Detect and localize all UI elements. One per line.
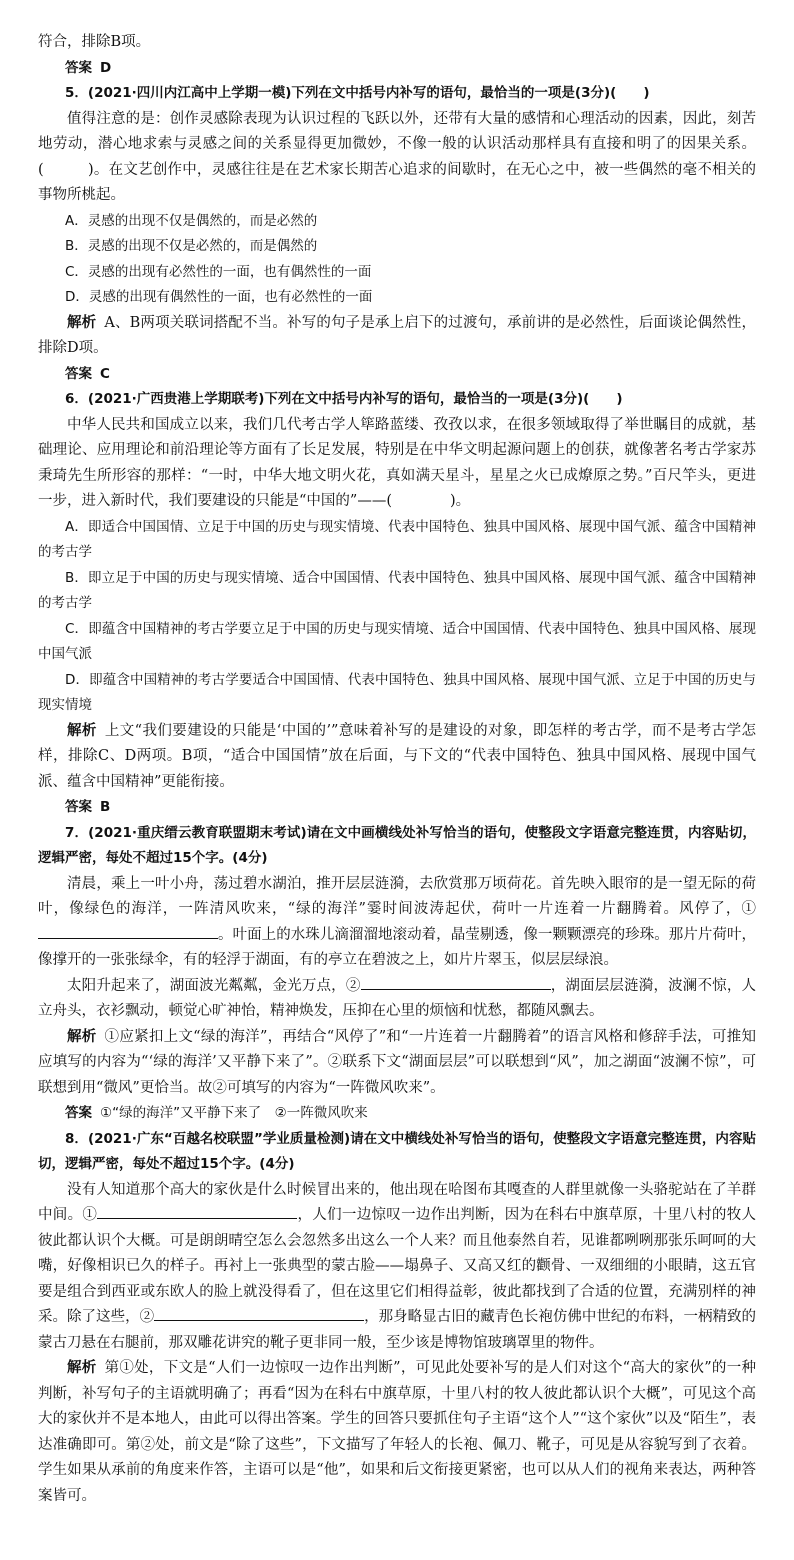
top-answer xyxy=(38,56,756,82)
q6-analysis-text: 上文“我们要建设的只能是‘中国的’”意味着补写的是建设的对象，即怎样的考古学，而不是考古学怎样，排除C、D两项。B项，“适合中国国情”放在后面，与下文的“代表中国特色、独具中国风格、展现中国气派、蕴含中国精神”更能衔接。 xyxy=(38,722,756,790)
answer-label: 答案 xyxy=(65,365,92,382)
answer-value: B xyxy=(100,799,111,815)
q8-text-c: ，那身略显古旧的藏青色长袍仿佛中世纪的布料，一柄精致的蒙古刀悬在右腿前，那双雕花讲究的靴子更非同一般，至少该是博物馆玻璃罩里的物件。 xyxy=(38,1309,757,1351)
q5-stem: 5．(2021·四川内江高中上学期一模)下列在文中括号内补写的语句，最恰当的一项是(3分)( ) xyxy=(65,85,650,101)
q8-text-a: 没有人知道那个高大的家伙是什么时候冒出来的，他出现在哈图布其嘎查的人群里就像一头骆驼站在了羊群中间。① xyxy=(38,1181,756,1223)
q7-text-2b: ，湖面层层涟漪，波澜不惊，人立舟头，衣衫飘动，顿觉心旷神怡，精神焕发，压抑在心里的烦恼和忧愁，都随风飘去。 xyxy=(38,977,757,1019)
q8-text-b: ，人们一边惊叹一边作出判断，因为在科右中旗草原，十里八村的牧人彼此都认识个大概。可是朗朗晴空怎么会忽然多出这么一个人来？而且他泰然自若，见谁都咧咧那张乐呵呵的大嘴，好像相识已久的样子。再衬上一张典型的蒙古脸——塌鼻子、又高又红的颧骨、一双细细的小眼睛，这五官要是组合到西亚或东欧人的脸上就没得看了，但在这里它们相得益彰，彼此都找到了合适的位置，充满别样的神采。除了这些，② xyxy=(38,1207,757,1325)
q6-analysis xyxy=(38,719,756,796)
q8-stem: 8．(2021·广东“百越名校联盟”学业质量检测)请在文中横线处补写恰当的语句，使整段文字语意完整连贯，内容贴切，逻辑严密，每处不超过15个字。(4分) xyxy=(38,1130,756,1172)
q6-option-d: D．即蕴含中国精神的考古学要适合中国国情、代表中国特色、独具中国风格、展现中国气派、立足于中国的历史与现实情境 xyxy=(38,671,756,713)
document-page xyxy=(38,30,756,1509)
q6-option-a: A．即适合中国国情、立足于中国的历史与现实情境、代表中国特色、独具中国风格、展现中国气派、蕴含中国精神的考古学 xyxy=(38,518,756,560)
analysis-label: 解析 xyxy=(67,314,97,331)
q7-stem: 7．(2021·重庆缙云教育联盟期末考试)请在文中画横线处补写恰当的语句，使整段文字语意完整连贯，内容贴切，逻辑严密，每处不超过15个字。(4分) xyxy=(38,824,756,866)
fill-blank-2[interactable] xyxy=(361,975,551,990)
fill-blank-1[interactable] xyxy=(97,1204,297,1219)
q5-option-c: C．灵感的出现有必然性的一面，也有偶然性的一面 xyxy=(65,263,372,280)
q5-option-d: D．灵感的出现有偶然性的一面，也有必然性的一面 xyxy=(65,289,373,305)
fill-blank-2[interactable] xyxy=(154,1306,364,1321)
answer-value: ①“绿的海洋”又平静下来了 ②一阵微风吹来 xyxy=(100,1105,368,1121)
answer-label: 答案 xyxy=(65,59,92,76)
q7-passage-1 xyxy=(38,872,756,974)
top-text: 符合，排除B项。 xyxy=(38,34,151,50)
q6-passage: 中华人民共和国成立以来，我们几代考古学人筚路蓝缕、孜孜以求，在很多领域取得了举世瞩目的成就，基础理论、应用理论和前沿理论等方面有了长足发展，特别是在中华文明起源问题上的创获，就像著名考古学家苏秉琦先生所形容的那样：“一时，中华大地文明火花，真如满天星斗，星星之火已成燎原之势。”百尺竿头，更进一步，进入新时代，我们要建设的只能是“中国的”——( )。 xyxy=(38,416,756,509)
q5-option-b: B．灵感的出现不仅是必然的，而是偶然的 xyxy=(65,238,318,254)
q5-analysis xyxy=(38,311,756,362)
fill-blank-1[interactable] xyxy=(38,924,218,939)
answer-value: D xyxy=(100,59,112,76)
answer-value: C xyxy=(100,365,110,382)
q8-analysis xyxy=(38,1356,756,1509)
answer-label: 答案 xyxy=(65,799,92,815)
analysis-label: 解析 xyxy=(67,1360,97,1376)
q7-text-1b: 。叶面上的水珠儿滴溜溜地滚动着，晶莹剔透，像一颗颗漂亮的珍珠。那片片荷叶，像撑开的一张张绿伞，有的轻浮于湖面，有的亭立在碧波之上，如片片翠玉，似层层绿浪。 xyxy=(38,926,756,968)
q7-text-1a: 清晨，乘上一叶小舟，荡过碧水湖泊，推开层层涟漪，去欣赏那万顷荷花。首先映入眼帘的是一望无际的荷叶，像绿色的海洋，一阵清风吹来，“绿的海洋”霎时间波涛起伏，荷叶一片连着一片翻腾着。风停了，① xyxy=(38,875,756,917)
analysis-label: 解析 xyxy=(67,1028,97,1045)
q6-answer xyxy=(38,795,756,821)
q5-passage: 值得注意的是：创作灵感除表现为认识过程的飞跃以外，还带有大量的感情和心理活动的因素，因此，刻苦地劳动，潜心地求索与灵感之间的关系显得更加微妙，不像一般的认识活动那样具有直接和明了的因果关系。( )。在文艺创作中，灵感往往是在艺术家长期苦心追求的间歇时，在无心之中，被一些偶然的毫不相关的事物所桃起。 xyxy=(38,110,756,203)
q7-analysis-text: ①应紧扣上文“绿的海洋”，再结合“风停了”和“一片连着一片翻腾着”的语言风格和修辞手法，可推知应填写的内容为“‘绿的海洋’又平静下来了”。②联系下文“湖面层层”可以联想到“风”，加之湖面“波澜不惊”，可联想到用“微风”更恰当。故②可填写的内容为“一阵微风吹来”。 xyxy=(38,1028,756,1096)
answer-label: 答案 xyxy=(65,1105,92,1121)
q7-analysis xyxy=(38,1025,756,1102)
q5-option-a: A．灵感的出现不仅是偶然的，而是必然的 xyxy=(65,212,318,229)
q7-text-2a: 太阳升起来了，湖面波光粼粼，金光万点，② xyxy=(67,977,361,994)
analysis-label: 解析 xyxy=(67,722,97,739)
q7-answer xyxy=(38,1101,756,1127)
q6-option-c: C．即蕴含中国精神的考古学要立足于中国的历史与现实情境、适合中国国情、代表中国特色、独具中国风格、展现中国气派 xyxy=(38,620,756,662)
q5-analysis-text: A、B两项关联词搭配不当。补写的句子是承上启下的过渡句，承前讲的是必然性，后面谈论偶然性，排除D项。 xyxy=(38,314,757,356)
q7-passage-2 xyxy=(38,974,756,1025)
q6-stem: 6．(2021·广西贵港上学期联考)下列在文中括号内补写的语句，最恰当的一项是(3分)( ) xyxy=(65,391,623,407)
q8-analysis-text: 第①处，下文是“人们一边惊叹一边作出判断”，可见此处要补写的是人们对这个“高大的家伙”的一种判断，补写句子的主语就明确了；再看“因为在科右中旗草原，十里八村的牧人彼此都认识个大概”，可见这个高大的家伙并不是本地人，由此可以得出答案。学生的回答只要抓住句子主语“这个人”“这个家伙”以及“陌生”，表达准确即可。第②处，前文是“除了这些”，下文描写了年轻人的长袍、佩刀、靴子，可见是从容貌写到了衣着。学生如果从承前的角度来作答，主语可以是“他”，如果和后文衔接更紧密，也可以从人们的视角来表达，两种答案皆可。 xyxy=(38,1360,757,1504)
q8-passage xyxy=(38,1178,756,1357)
q6-option-b: B．即立足于中国的历史与现实情境、适合中国国情、代表中国特色、独具中国风格、展现中国气派、蕴含中国精神的考古学 xyxy=(38,569,756,611)
q5-answer xyxy=(38,362,756,388)
